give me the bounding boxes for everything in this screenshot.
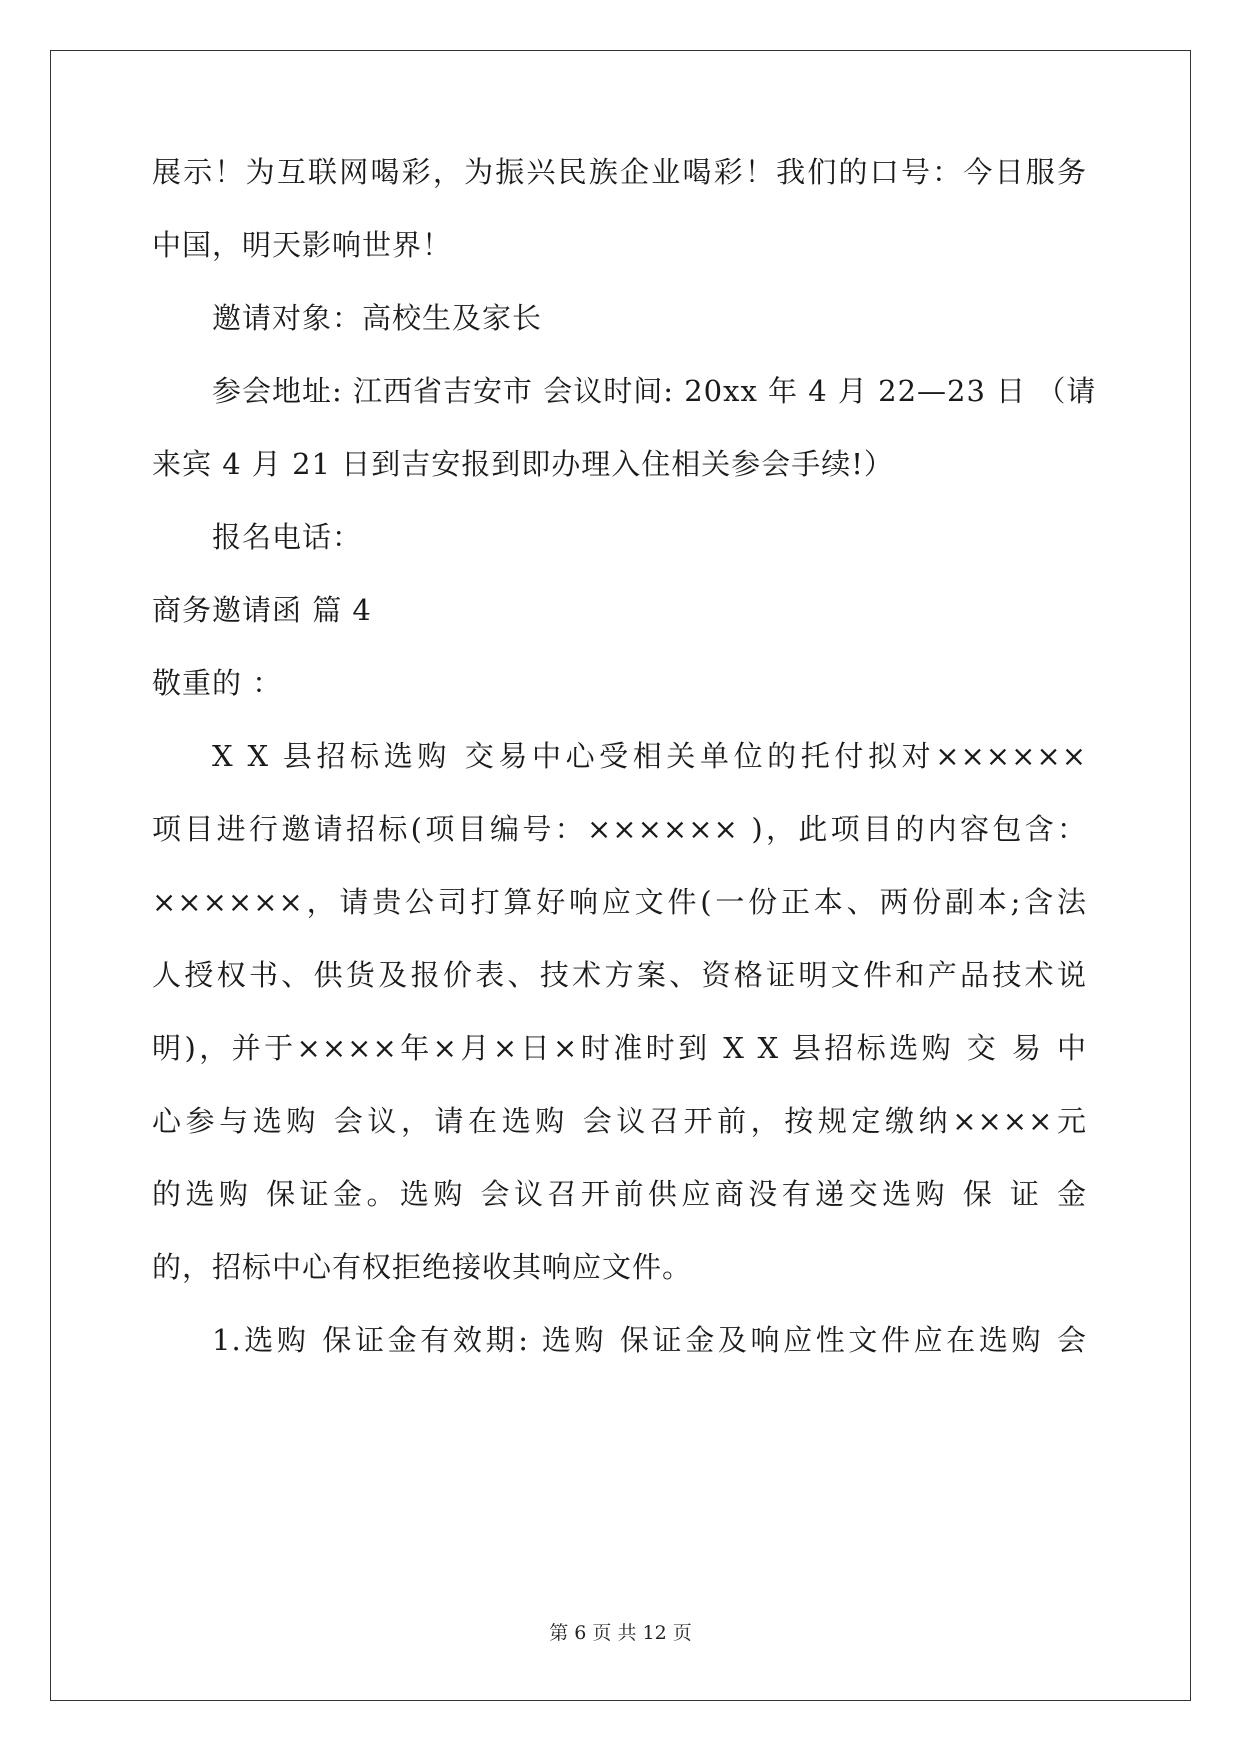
paragraph-line: 报名电话：	[212, 520, 363, 554]
paragraph-line: 人授权书、供货及报价表、技术方案、资格证明文件和产品技术说	[152, 958, 1087, 992]
section-heading: 商务邀请函 篇 4	[152, 593, 372, 627]
page-number-footer: 第 6 页 共 12 页	[549, 1622, 692, 1644]
paragraph-line: 的，招标中心有权拒绝接收其响应文件。	[152, 1250, 693, 1284]
salutation: 敬重的 ：	[152, 666, 283, 700]
paragraph-line: 中国，明天影响世界！	[152, 228, 453, 262]
paragraph-line: 来宾 4 月 21 日到吉安报到即办理入住相关参会手续!）	[152, 447, 894, 481]
paragraph-line: 项目进行邀请招标(项目编号：×××××× )，此项目的内容包含：	[152, 812, 1087, 846]
paragraph-line: 邀请对象：高校生及家长	[212, 301, 543, 335]
paragraph-line: ××××××，请贵公司打算好响应文件(一份正本、两份副本;含法	[152, 885, 1087, 919]
paragraph-line: 1.选购 保证金有效期: 选购 保证金及响应性文件应在选购 会	[212, 1323, 1087, 1357]
paragraph-line: 心参与选购 会议，请在选购 会议召开前，按规定缴纳××××元	[152, 1104, 1087, 1138]
paragraph-line: 参会地址: 江西省吉安市 会议时间: 20xx 年 4 月 22—23 日 （请	[212, 374, 1097, 408]
paragraph-line: X X 县招标选购 交易中心受相关单位的托付拟对××××××	[212, 739, 1087, 773]
paragraph-line: 明)，并于××××年×月×日×时准时到 X X 县招标选购 交 易 中	[152, 1031, 1087, 1065]
paragraph-line: 展示！为互联网喝彩，为振兴民族企业喝彩！我们的口号：今日服务	[152, 155, 1087, 189]
paragraph-line: 的选购 保证金。选购 会议召开前供应商没有递交选购 保 证 金	[152, 1177, 1087, 1211]
